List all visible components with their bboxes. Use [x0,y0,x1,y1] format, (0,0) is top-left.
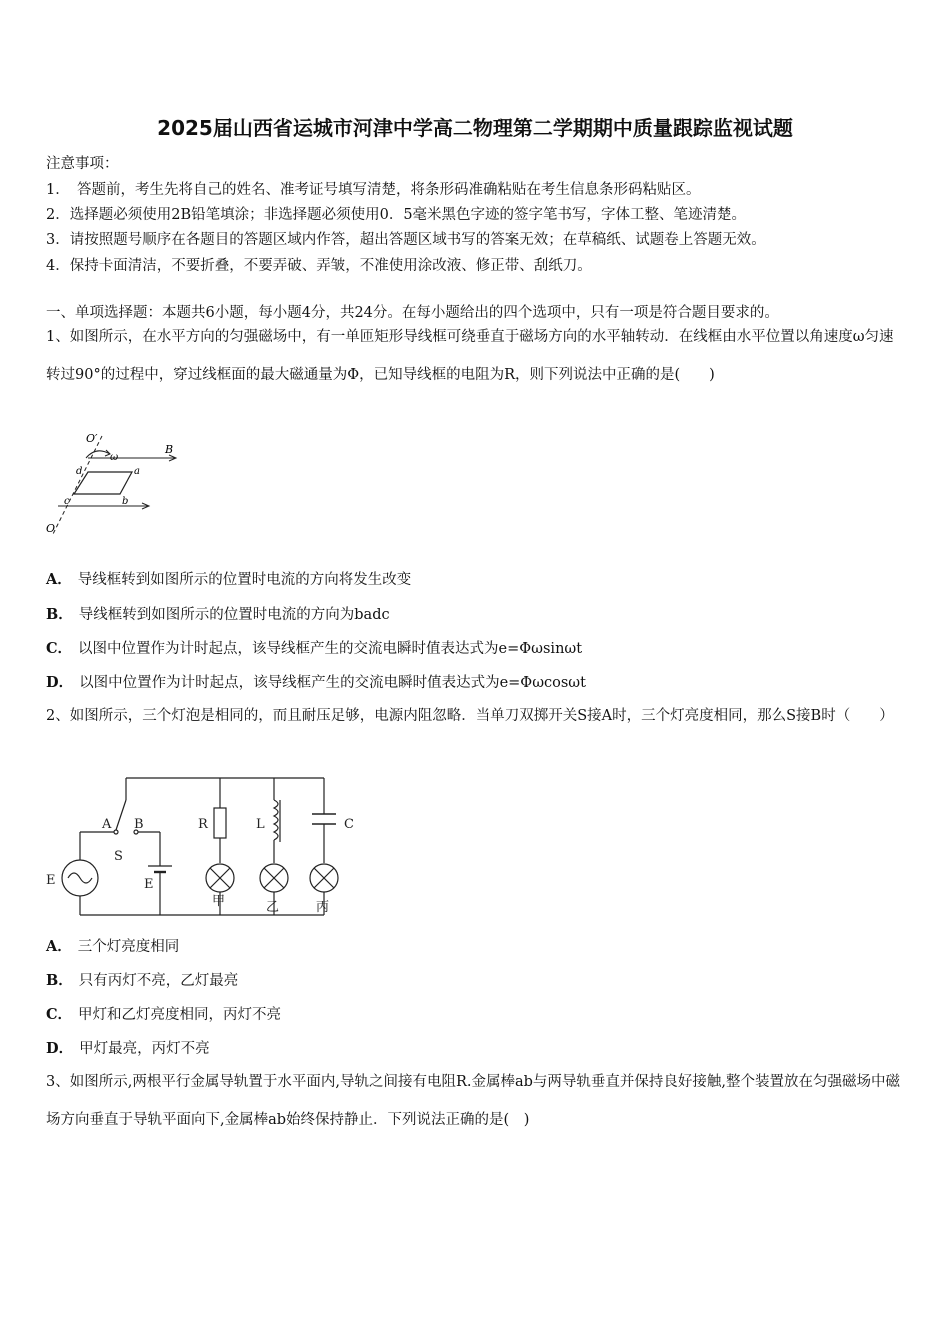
label-e-dc: E [144,877,154,892]
option-label: D． [46,674,74,691]
question-1-stem: 1、如图所示，在水平方向的匀强磁场中，有一单匝矩形导线框可绕垂直于磁场方向的水平轴转动．在线框由水平位置以角速度ω匀速转过90°的过程中，穿过线框面的最大磁通量为Φ，已知导线框的电阻为R，则下列说法中正确的是( ) [46,329,894,383]
option-label: B． [46,972,73,989]
label-s: S [114,849,123,864]
section-heading: 一、单项选择题：本题共6小题，每小题4分，共24分。在每小题给出的四个选项中，只有一项是符合题目要求的。 [46,305,779,321]
label-r: R [198,817,208,832]
question-2-option-b[interactable] [46,969,238,990]
rotation-axis [52,436,102,536]
resistor [214,808,226,838]
notice-item: 1． 答题前，考生先将自己的姓名、准考证号填写清楚，将条形码准确粘贴在考生信息条形码粘贴区。 [46,182,701,198]
label-omega: ω [110,452,119,463]
option-text: 导线框转到如图所示的位置时电流的方向为badc [78,607,390,623]
option-label: A． [46,938,72,955]
question-1-option-d[interactable] [46,671,586,692]
label-c: C [344,817,354,832]
option-text: 甲灯最亮，丙灯不亮 [79,1041,210,1057]
option-text: 甲灯和乙灯亮度相同，丙灯不亮 [78,1007,282,1023]
question-1-option-a[interactable] [46,568,411,589]
label-e-ac: E [46,873,56,888]
label-b-field: B [165,443,174,456]
question-2-figure [40,770,370,920]
option-label: B． [46,606,73,623]
label-lamp-1: 甲 [212,894,226,909]
switch-contact-a [114,830,118,834]
label-a: a [134,466,140,477]
switch-blade [116,800,126,830]
label-lamp-2: 乙 [266,900,280,915]
notice-item: 4．保持卡面清洁，不要折叠，不要弄破、弄皱，不准使用涂改液、修正带、刮纸刀。 [46,258,592,274]
option-label: A． [46,571,72,588]
ac-wave [68,873,92,883]
question-2-option-c[interactable] [46,1003,281,1024]
label-lamp-3: 丙 [316,900,330,915]
question-1-option-c[interactable] [46,637,582,658]
question-1-figure [40,428,190,543]
question-2-option-a[interactable] [46,935,179,956]
page-title: 2025届山西省运城市河津中学高二物理第二学期期中质量跟踪监视试题 [157,116,793,140]
notice-item: 2．选择题必须使用2B铅笔填涂；非选择题必须使用0．5毫米黑色字迹的签字笔书写，字体工整、笔迹清楚。 [46,207,747,223]
option-text: 导线框转到如图所示的位置时电流的方向将发生改变 [77,572,412,588]
option-label: C． [46,640,73,657]
notice-heading: 注意事项： [46,156,119,172]
option-text: 以图中位置作为计时起点，该导线框产生的交流电瞬时值表达式为e=Φωcosωt [79,675,586,691]
notice-item: 3．请按照题号顺序在各题目的答题区域内作答，超出答题区域书写的答案无效；在草稿纸、试题卷上答题无效。 [46,232,766,248]
label-o: O [46,522,56,535]
rotation-arrow [86,451,110,458]
option-label: C． [46,1006,73,1023]
label-o-prime: O′ [86,432,98,445]
question-1-option-b[interactable] [46,603,390,624]
label-l: L [256,817,265,832]
option-label: D． [46,1040,74,1057]
label-c: c [64,496,70,507]
label-b: b [122,496,129,507]
inductor-coil [274,800,278,840]
label-a: A [102,817,112,832]
label-b: B [134,817,144,832]
question-2-stem: 2、如图所示，三个灯泡是相同的，而且耐压足够，电源内阻忽略．当单刀双掷开关S接A时，三个灯亮度相同，那么S接B时（ ） [46,708,894,724]
option-text: 三个灯亮度相同 [77,939,180,955]
label-d: d [76,466,83,477]
question-3-stem: 3、如图所示,两根平行金属导轨置于水平面内,导轨之间接有电阻R.金属棒ab与两导轨垂直并保持良好接触,整个装置放在匀强磁场中磁场方向垂直于导轨平面向下,金属棒ab始终保持静止．下列说法正确的是( ) [46,1074,901,1128]
option-text: 只有丙灯不亮，乙灯最亮 [78,973,239,989]
option-text: 以图中位置作为计时起点，该导线框产生的交流电瞬时值表达式为e=Φωsinωt [78,641,583,657]
question-2-option-d[interactable] [46,1037,210,1058]
